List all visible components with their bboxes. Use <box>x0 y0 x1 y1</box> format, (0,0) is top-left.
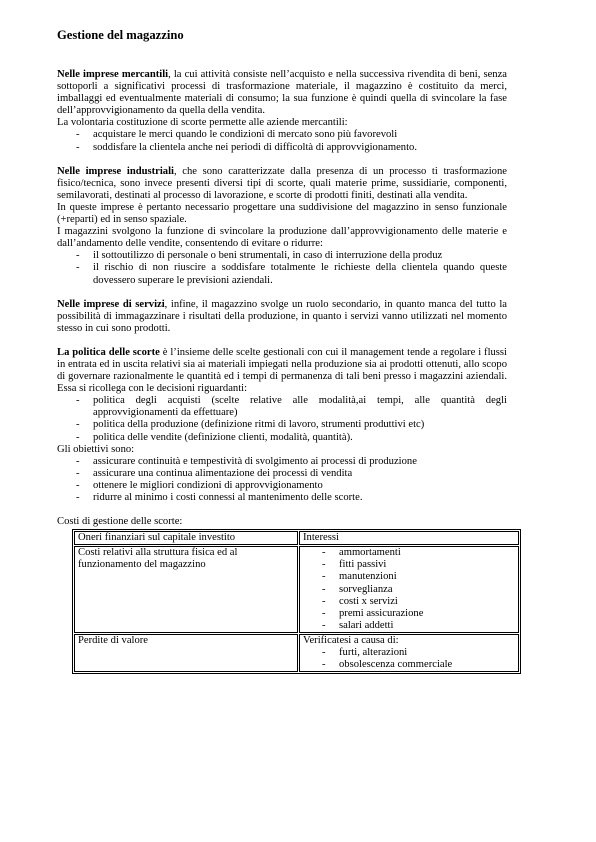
bold-term: Nelle imprese industriali <box>57 165 174 177</box>
list-item: - politica della produzione (definizione ritmi di lavoro, strumenti produttivi etc) <box>57 419 507 431</box>
list-item: - politica degli acquisti (scelte relative alle modalità,ai tempi, alle quantità degli approvvigionamenti da effettuare) <box>57 395 507 419</box>
paragraph-text: La volontaria costituzione di scorte permette alle aziende mercantili: <box>57 117 348 129</box>
bold-term: Nelle imprese di servizi <box>57 298 165 310</box>
cost-items-list <box>303 547 515 632</box>
list-politiche <box>57 395 507 443</box>
list-item: - il sottoutilizzo di personale o beni strumentali, in caso di interruzione della produz <box>57 250 507 262</box>
list-item: - fitti passivi <box>303 559 515 571</box>
paragraph-mercantili: Nelle imprese mercantili, la cui attività consiste nell’acquisto e nella successiva rivendita di beni, senza sottoporli a significativi processi di trasformazione materiale, il magazzino è costituito da merci, imballaggi ed eventualmente materiali di consumo; la sua funzione è quindi quella di svincolare la fase dell’approvvigionamento da quella della vendita. <box>57 69 507 117</box>
table-row <box>74 546 519 633</box>
list-mercantili <box>57 129 507 153</box>
list-item: - soddisfare la clientela anche nei periodi di difficoltà di approvvigionamento. <box>57 142 507 154</box>
page-title: Gestione del magazzino <box>57 28 184 42</box>
paragraph-text: In queste imprese è pertanto necessario progettare una suddivisione del magazzino in senso funzionale (+reparti) ed in senso spaziale. <box>57 201 507 226</box>
list-industriali <box>57 250 507 286</box>
list-item: - assicurare una continua alimentazione dei processi di vendita <box>57 468 507 480</box>
table-cell <box>299 546 519 633</box>
list-item: - obsolescenza commerciale <box>303 659 515 671</box>
list-obiettivi <box>57 456 507 504</box>
list-item: - ammortamenti <box>303 547 515 559</box>
list-item: - manutenzioni <box>303 571 515 583</box>
list-item: - premi assicurazione <box>303 608 515 620</box>
paragraph-servizi: Nelle imprese di servizi, infine, il magazzino svolge un ruolo secondario, in quanto manca del tutto la possibilità di immagazzinare i risultati della produzione, in quanto i servizi vanno utilizzati nel momento stesso in cui sono prodotti. <box>57 298 507 334</box>
list-item: - salari addetti <box>303 620 515 632</box>
paragraph-text: Gli obiettivi sono: <box>57 443 135 455</box>
list-item: - ridurre al minimo i costi connessi al mantenimento delle scorte. <box>57 492 507 504</box>
list-item: - assicurare continuità e tempestività di svolgimento ai processi di produzione <box>57 456 507 468</box>
table-caption: Costi di gestione delle scorte: <box>57 516 183 528</box>
document-page <box>57 22 507 671</box>
table-cell: Costi relativi alla struttura fisica ed al funzionamento del magazzino <box>74 546 298 633</box>
bold-term: Nelle imprese mercantili <box>57 69 169 80</box>
list-item: - politica delle vendite (definizione clienti, modalità, quantità). <box>57 432 507 444</box>
paragraph-industriali: Nelle imprese industriali, che sono caratterizzate dalla presenza di un processo ti trasformazione fisico/tecnica, sono invece presenti diversi tipi di scorte, quali materie prime, sussidiarie, componenti, semilavorati, destinati al processo di lavorazione, e scorte di prodotti finiti, destinati alla vendita. <box>57 165 507 201</box>
table-row <box>74 531 519 545</box>
paragraph-text: I magazzini svolgono la funzione di svincolare la produzione dall’approvvigionamento delle materie e dall’andamento delle vendite, consentendo di evitare o ridurre: <box>57 226 507 250</box>
table-cell: Interessi <box>299 531 519 545</box>
list-item: - acquistare le merci quando le condizioni di mercato sono più favorevoli <box>57 129 507 141</box>
list-item: - sorveglianza <box>303 584 515 596</box>
list-item: - ottenere le migliori condizioni di approvvigionamento <box>57 480 507 492</box>
list-item: - il rischio di non riuscire a soddisfare totalmente le richieste della clientela quando queste dovessero superare le previsioni aziendali. <box>57 262 507 286</box>
cost-items-list <box>303 647 515 671</box>
table-cell: Perdite di valore <box>74 634 298 672</box>
table-cell: Verificatesi a causa di: - furti, alterazioni - obsolescenza commerciale <box>299 634 519 672</box>
table-row <box>74 634 519 672</box>
paragraph-politica-scorte: La politica delle scorte è l’insieme delle scelte gestionali con cui il management tende a regolare i flussi in entrata ed in uscita relativi sia ai materiali impiegati nella produzione sia ai prodotti ottenuti, allo scopo di governare razionalmente le quantità ed i tempi di permanenza di tali beni presso i magazzini aziendali. Essa si ricollega con le decisioni riguardanti: <box>57 346 507 395</box>
costs-table <box>72 529 521 674</box>
list-item: - furti, alterazioni <box>303 647 515 659</box>
bold-term: La politica delle scorte <box>57 346 160 358</box>
table-cell: Oneri finanziari sul capitale investito <box>74 531 298 545</box>
list-item: - costi x servizi <box>303 596 515 608</box>
